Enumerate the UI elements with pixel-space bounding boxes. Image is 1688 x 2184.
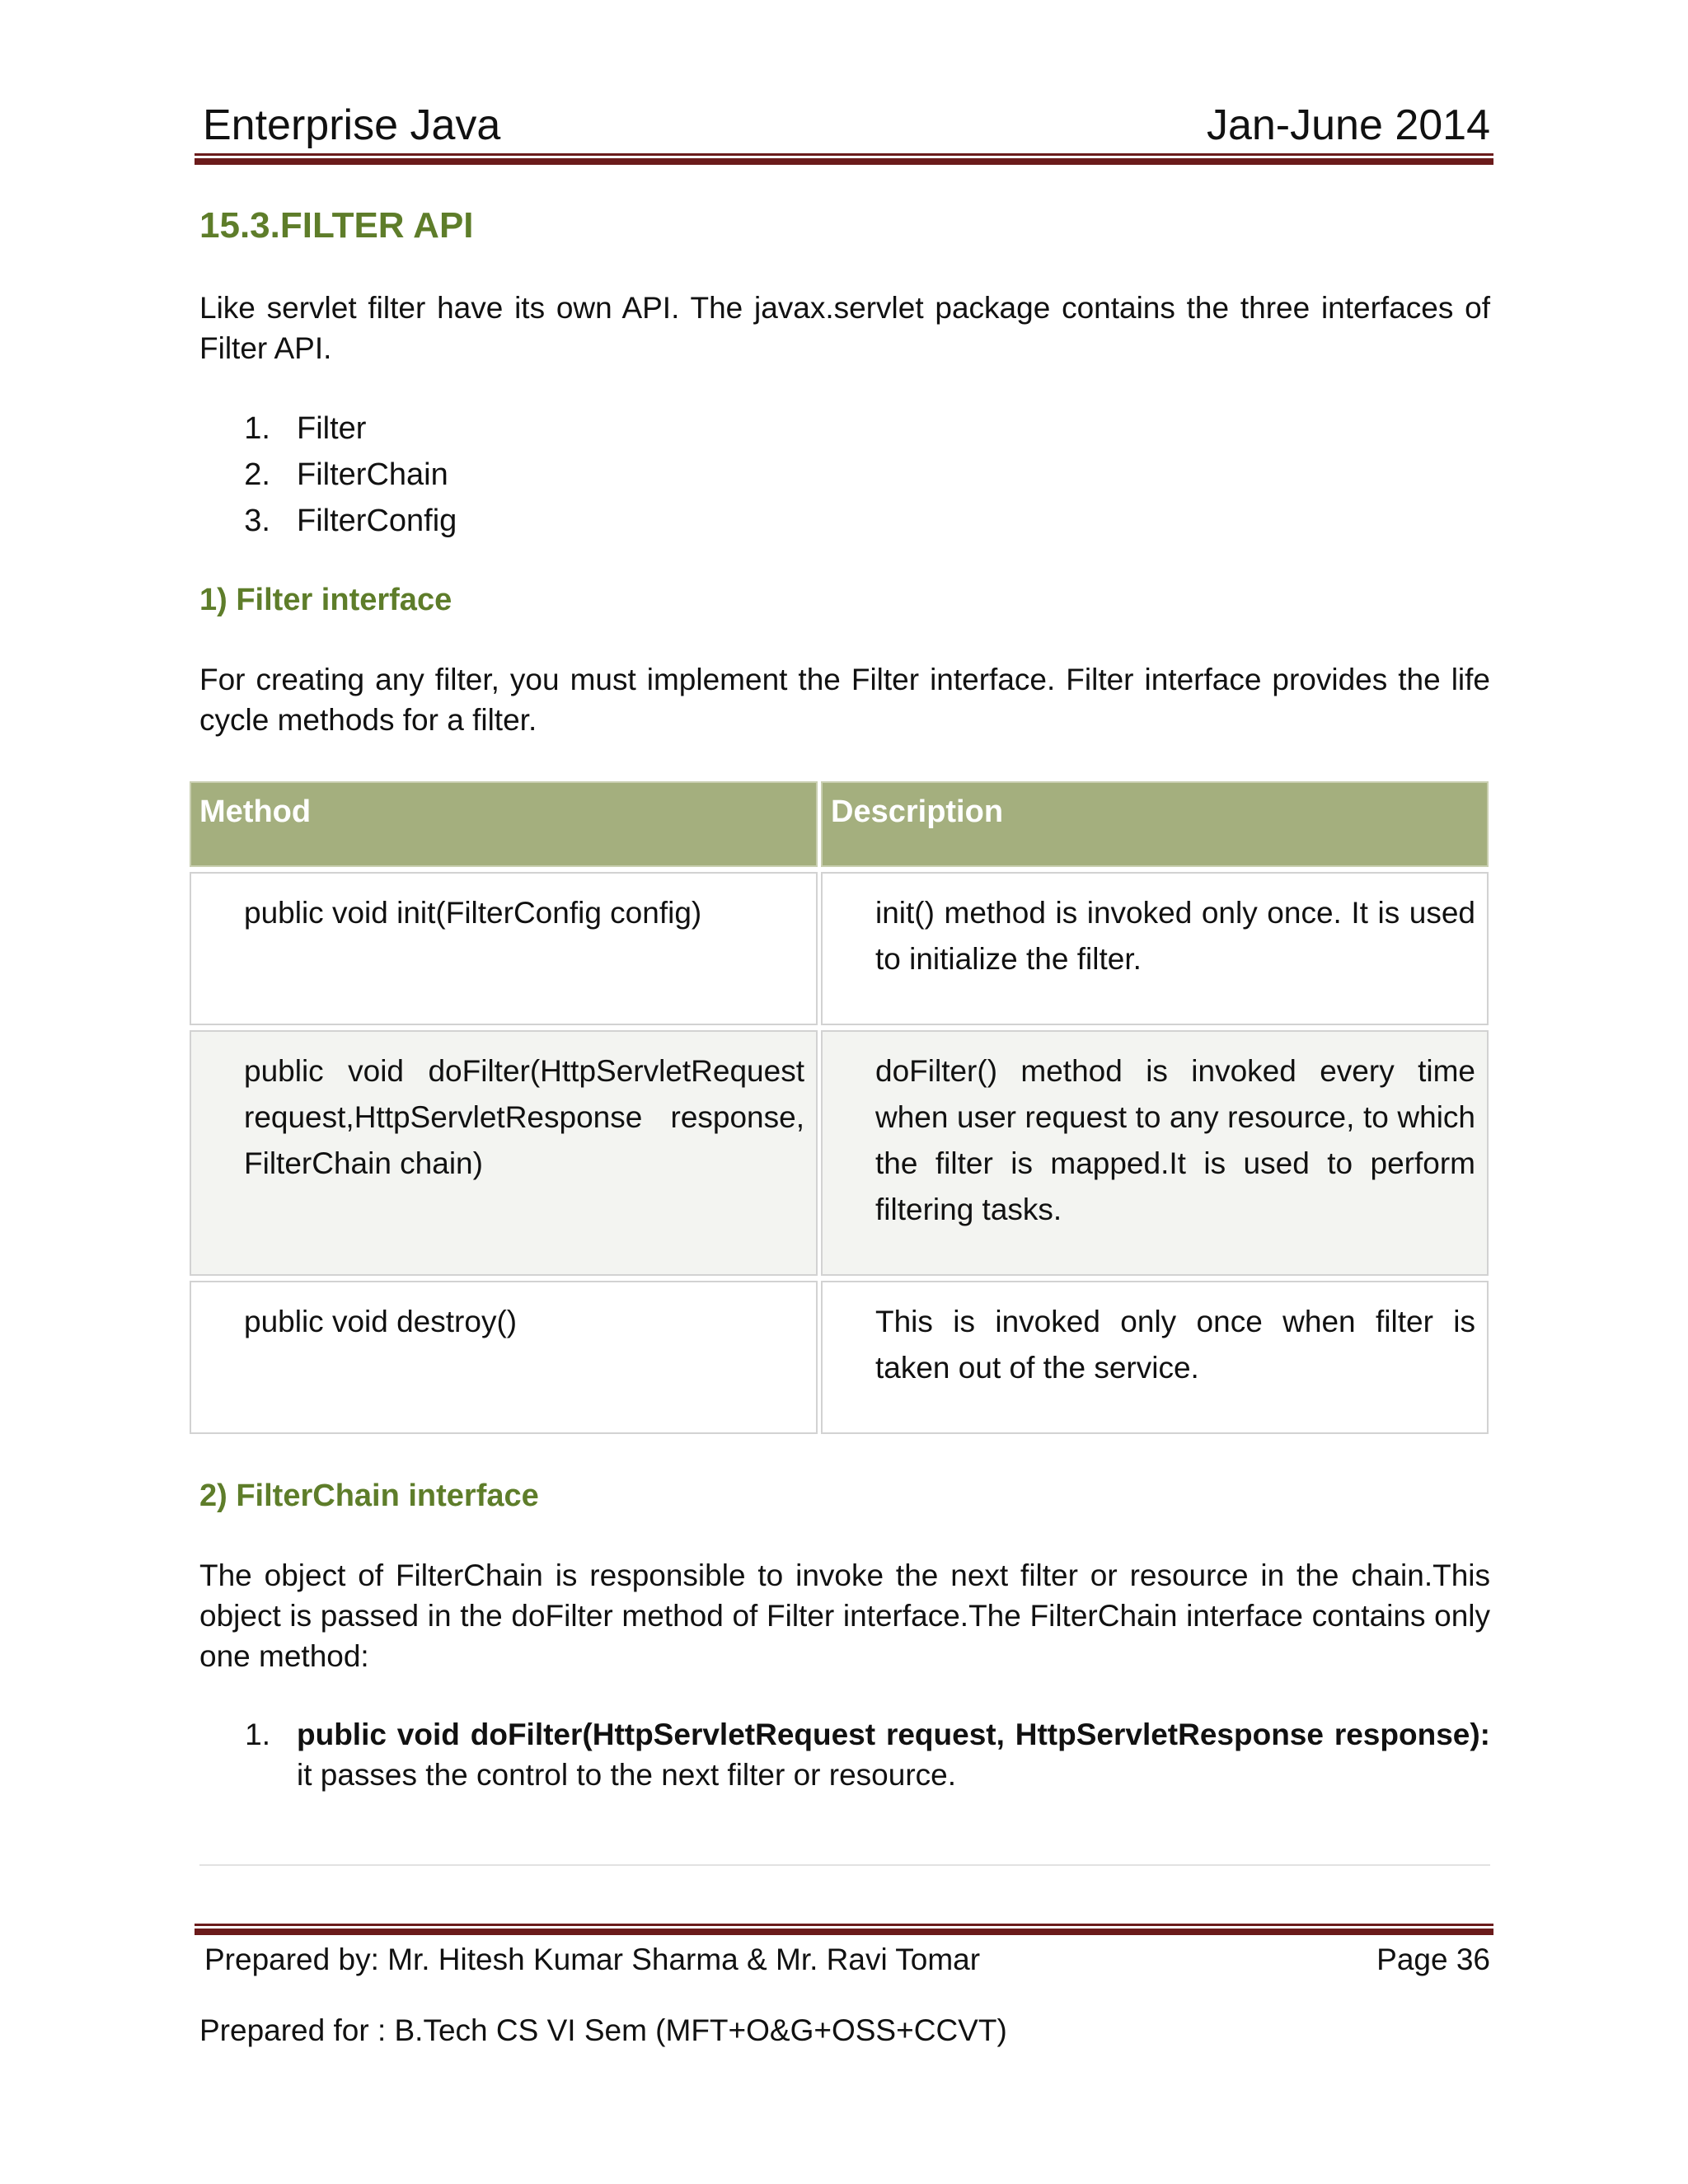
table-row — [190, 1281, 1489, 1434]
filterchain-method-item — [199, 1714, 1490, 1795]
list-number: 3. — [244, 504, 270, 538]
interfaces-list — [199, 405, 457, 544]
method-cell: public void destroy() — [190, 1281, 818, 1434]
list-number: 1. — [245, 1718, 270, 1751]
list-label: Filter — [297, 411, 367, 446]
footer-rule-thin — [195, 1924, 1493, 1926]
intro-paragraph: Like servlet filter have its own API. The javax.servlet package contains the three interfaces of Filter API. — [199, 291, 1490, 365]
header-rule-thin — [195, 153, 1493, 156]
list-item — [199, 498, 457, 544]
header-title: Enterprise Java — [203, 101, 501, 149]
method-cell: public void init(FilterConfig config) — [190, 872, 818, 1025]
footer-prepared-by: Prepared by: Mr. Hitesh Kumar Sharma & Mr. Ravi Tomar — [204, 1943, 981, 1976]
column-header-method: Method — [190, 781, 818, 867]
table-header-row — [190, 781, 1489, 867]
description-cell: init() method is invoked only once. It is used to initialize the filter. — [821, 872, 1489, 1025]
method-description: it passes the control to the next filter or resource. — [297, 1758, 956, 1792]
list-number: 1. — [244, 411, 270, 446]
content-separator — [199, 1864, 1490, 1866]
method-signature: public void doFilter(HttpServletRequest request, HttpServletResponse response): — [297, 1718, 1490, 1751]
table-row — [190, 872, 1489, 1025]
method-cell: public void doFilter(HttpServletRequest request,HttpServletResponse response, FilterChain chain) — [190, 1030, 818, 1276]
list-item — [199, 405, 457, 452]
list-item-text — [297, 1714, 1490, 1795]
list-item — [199, 452, 457, 498]
filter-interface-paragraph: For creating any filter, you must implement the Filter interface. Filter interface provides the life cycle methods for a filter. — [199, 663, 1490, 737]
filterchain-interface-heading: 2) FilterChain interface — [199, 1479, 539, 1513]
methods-table — [190, 781, 1489, 1434]
description-cell: This is invoked only once when filter is taken out of the service. — [821, 1281, 1489, 1434]
footer-prepared-for: Prepared for : B.Tech CS VI Sem (MFT+O&G+OSS+CCVT) — [199, 2013, 1007, 2047]
filter-interface-heading: 1) Filter interface — [199, 583, 452, 617]
section-title: 15.3.FILTER API — [199, 205, 474, 246]
table-row — [190, 1030, 1489, 1276]
description-cell: doFilter() method is invoked every time when user request to any resource, to which the filter is mapped.It is used to perform filtering tasks. — [821, 1030, 1489, 1276]
footer-page-number: Page 36 — [1376, 1943, 1490, 1976]
header-rule-thick — [195, 158, 1493, 165]
footer-rule-thick — [195, 1929, 1493, 1935]
list-label: FilterChain — [297, 457, 448, 492]
list-label: FilterConfig — [297, 504, 457, 538]
list-number: 2. — [244, 457, 270, 492]
column-header-description: Description — [821, 781, 1489, 867]
filterchain-interface-paragraph: The object of FilterChain is responsible to invoke the next filter or resource in the chain.This object is passed in the doFilter method of Filter interface.The FilterChain interface contains only one method: — [199, 1558, 1490, 1673]
header-date: Jan-June 2014 — [1206, 101, 1490, 149]
